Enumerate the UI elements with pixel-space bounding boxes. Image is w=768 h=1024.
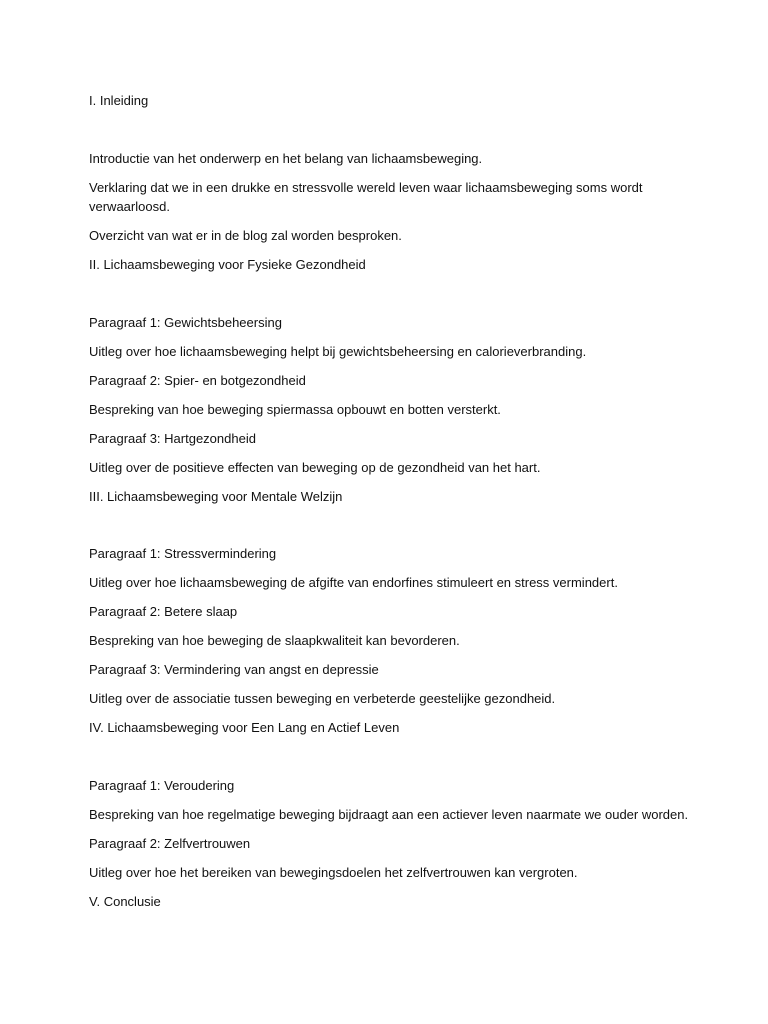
- section-heading: III. Lichaamsbeweging voor Mentale Welzijn: [89, 489, 343, 504]
- paragraph-heading: Paragraaf 1: Stressvermindering: [89, 546, 277, 561]
- paragraph-heading: Paragraaf 1: Gewichtsbeheersing: [89, 315, 282, 330]
- section-heading: V. Conclusie: [89, 894, 161, 909]
- paragraph-text: Verklaring dat we in een drukke en stressvolle wereld leven waar lichaamsbeweging soms wordt verwaarloosd.: [89, 180, 643, 214]
- paragraph-heading: Paragraaf 2: Spier- en botgezondheid: [89, 373, 306, 388]
- section-heading: I. Inleiding: [89, 93, 149, 108]
- paragraph-text: Bespreking van hoe beweging de slaapkwaliteit kan bevorderen.: [89, 633, 460, 648]
- paragraph-heading: Paragraaf 1: Veroudering: [89, 778, 235, 793]
- paragraph-heading: Paragraaf 3: Hartgezondheid: [89, 431, 256, 446]
- paragraph-text: Overzicht van wat er in de blog zal worden besproken.: [89, 228, 402, 243]
- paragraph-heading: Paragraaf 2: Betere slaap: [89, 604, 238, 619]
- section-heading: II. Lichaamsbeweging voor Fysieke Gezondheid: [89, 257, 366, 272]
- paragraph-heading: Paragraaf 3: Vermindering van angst en depressie: [89, 662, 379, 677]
- paragraph-text: Bespreking van hoe regelmatige beweging bijdraagt aan een actiever leven naarmate we ouder worden.: [89, 807, 689, 822]
- paragraph-text: Uitleg over hoe lichaamsbeweging helpt bij gewichtsbeheersing en calorieverbranding.: [89, 344, 587, 359]
- paragraph-text: Uitleg over de positieve effecten van beweging op de gezondheid van het hart.: [89, 460, 541, 475]
- paragraph-text: Uitleg over hoe het bereiken van bewegingsdoelen het zelfvertrouwen kan vergroten.: [89, 865, 578, 880]
- paragraph-text: Introductie van het onderwerp en het belang van lichaamsbeweging.: [89, 151, 483, 166]
- paragraph-text: Uitleg over de associatie tussen beweging en verbeterde geestelijke gezondheid.: [89, 691, 556, 706]
- paragraph-text: Uitleg over hoe lichaamsbeweging de afgifte van endorfines stimuleert en stress vermindert.: [89, 575, 618, 590]
- paragraph-text: Bespreking van hoe beweging spiermassa opbouwt en botten versterkt.: [89, 402, 501, 417]
- paragraph-heading: Paragraaf 2: Zelfvertrouwen: [89, 836, 251, 851]
- section-heading: IV. Lichaamsbeweging voor Een Lang en Actief Leven: [89, 720, 400, 735]
